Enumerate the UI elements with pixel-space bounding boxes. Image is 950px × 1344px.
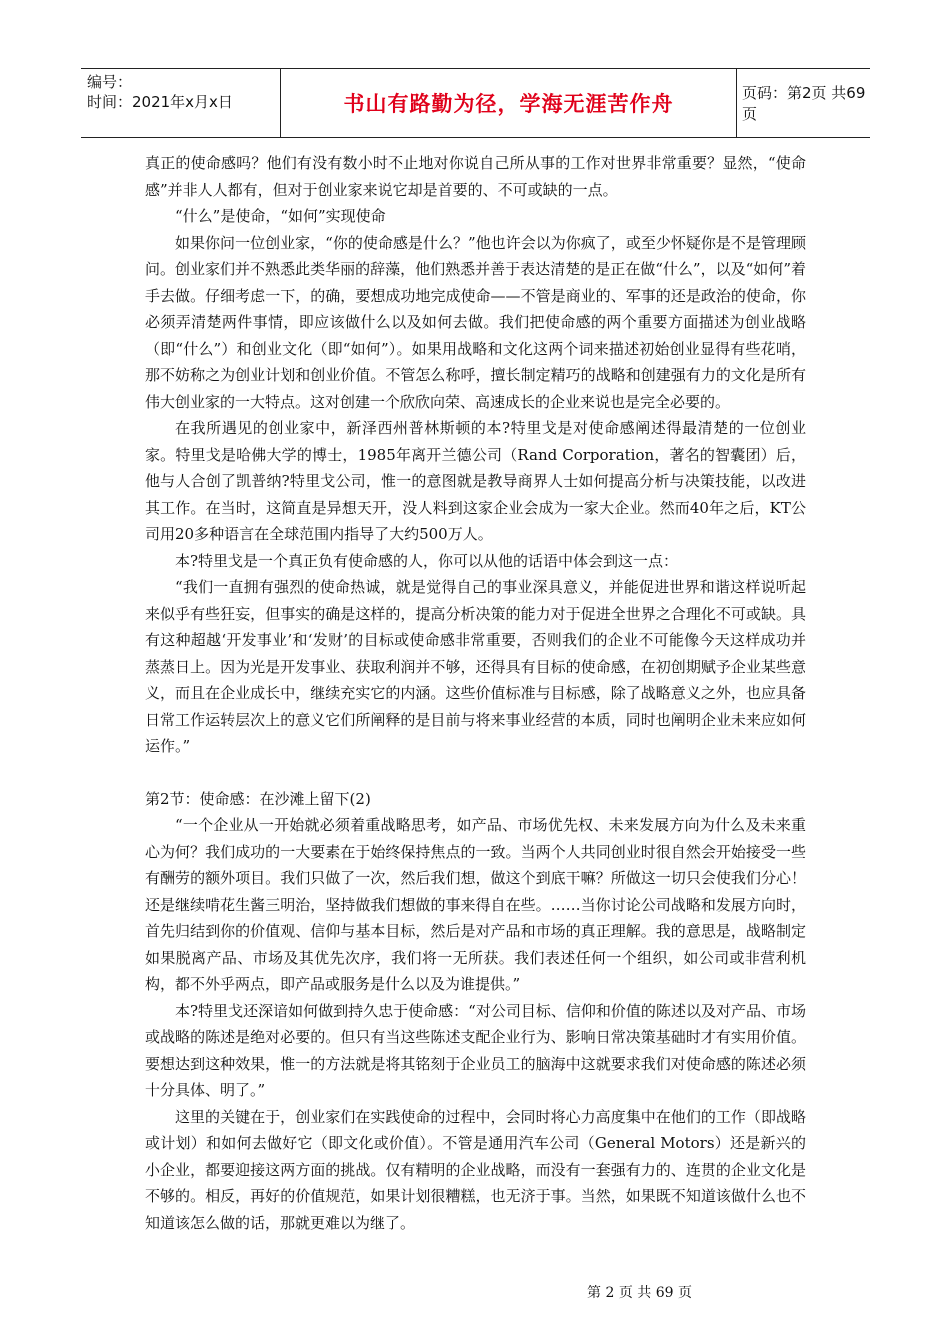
- footer-page-number: 第 2 页 共 69 页: [587, 1285, 692, 1301]
- quote-paragraph: “一个企业从一开始就必须着重战略思考，如产品、市场优先权、未来发展方向为什么及未来重心为何？我们成功的一大要素在于始终保持焦点的一致。当两个人共同创业时很自然会开始接受一些有酬劳的额外项目。我们只做了一次，然后我们想，做这个到底干嘛？所做这一切只会使我们分心！还是继续啃花生酱三明治，坚持做我们想做的事来得自在些。……当你讨论公司战略和发展方向时，首先归结到你的价值观、信仰与基本目标，然后是对产品和市场的真正理解。我的意思是，战略制定如果脱离产品、市场及其优先次序，我们将一无所获。我们表述任何一个组织，如公司或非营利机构，都不外乎两点，即产品或服务是什么以及为谁提供。”: [145, 816, 806, 993]
- page-header: [81, 68, 870, 138]
- section-heading: 第2节：使命感：在沙滩上留下(2): [145, 789, 371, 808]
- subheading: “什么”是使命，“如何”实现使命: [175, 207, 386, 225]
- header-meta: [81, 69, 281, 137]
- paragraph: 如果你问一位创业家，“你的使命感是什么？”他也许会以为你疯了，或至少怀疑你是不是管理顾问。创业家们并不熟悉此类华丽的辞藻，他们熟悉并善于表达清楚的是正在做“什么”，以及“如何”着手去做。仔细考虑一下，的确，要想成功地完成使命——不管是商业的、军事的还是政治的使命，你必须弄清楚两件事情，即应该做什么以及如何去做。我们把使命感的两个重要方面描述为创业战略（即“什么”）和创业文化（即“如何”）。如果用战略和文化这两个词来描述初始创业显得有些花哨，那不妨称之为创业计划和创业价值。不管怎么称呼，擅长制定精巧的战略和创建强有力的文化是所有伟大创业家的一大特点。这对创建一个欣欣向荣、高速成长的企业来说也是完全必要的。: [145, 233, 806, 411]
- header-page-number: 页码：第2页 共69页: [742, 84, 866, 123]
- header-motto: 书山有路勤为径，学海无涯苦作舟: [281, 69, 737, 137]
- paragraph: 本?特里戈还深谙如何做到持久忠于使命感：“对公司目标、信仰和价值的陈述以及对产品、市场或战略的陈述是绝对必要的。但只有当这些陈述支配企业行为、影响日常决策基础时才有实用价值。要想达到这种效果，惟一的方法就是将其铭刻于企业员工的脑海中这就要求我们对使命感的陈述必须十分具体、明了。”: [145, 1001, 806, 1099]
- document-date: 时间：2021年x月x日: [87, 93, 233, 111]
- paragraph: 真正的使命感吗？他们有没有数小时不止地对你说自己所从事的工作对世界非常重要？显然，“使命感”并非人人都有，但对于创业家来说它却是首要的、不可或缺的一点。: [145, 154, 806, 199]
- quote-paragraph: “我们一直拥有强烈的使命热诚，就是觉得自己的事业深具意义，并能促进世界和谐这样说听起来似乎有些狂妄，但事实的确是这样的，提高分析决策的能力对于促进全世界之合理化不可或缺。具有这种超越‘开发事业’和‘发财’的目标或使命感非常重要，否则我们的企业不可能像今天这样成功并蒸蒸日上。因为光是开发事业、获取利润并不够，还得具有目标的使命感，在初创期赋予企业某些意义，而且在企业成长中，继续充实它的内涵。这些价值标准与目标感，除了战略意义之外，也应具备日常工作运转层次上的意义它们所阐释的是目前与将来事业经营的本质，同时也阐明企业未来应如何运作。”: [145, 578, 806, 755]
- paragraph: 本?特里戈是一个真正负有使命感的人，你可以从他的话语中体会到这一点：: [175, 551, 679, 570]
- document-number-label: 编号：: [87, 73, 133, 91]
- paragraph: 在我所遇见的创业家中，新泽西州普林斯顿的本?特里戈是对使命感阐述得最清楚的一位创业家。特里戈是哈佛大学的博士，1985年离开兰德公司（Rand Corporation，著名的智囊团）后，他与人合创了凯普纳?特里戈公司，惟一的意图就是教导商界人士如何提高分析与决策技能，以改进其工作。在当时，这简直是异想天开，没人料到这家企业会成为一家大企业。然而40年之后，KT公司用20多种语言在全球范围内指导了大约500万人。: [145, 419, 806, 543]
- paragraph: 这里的关键在于，创业家们在实践使命的过程中，会同时将心力高度集中在他们的工作（即战略或计划）和如何去做好它（即文化或价值）。不管是通用汽车公司（General Motors）还是新兴的小企业，都要迎接这两方面的挑战。仅有精明的企业战略，而没有一套强有力的、连贯的企业文化是不够的。相反，再好的价值规范，如果计划很糟糕，也无济于事。当然，如果既不知道该做什么也不知道该怎么做的话，那就更难以为继了。: [145, 1107, 806, 1232]
- document-body: [145, 150, 806, 1236]
